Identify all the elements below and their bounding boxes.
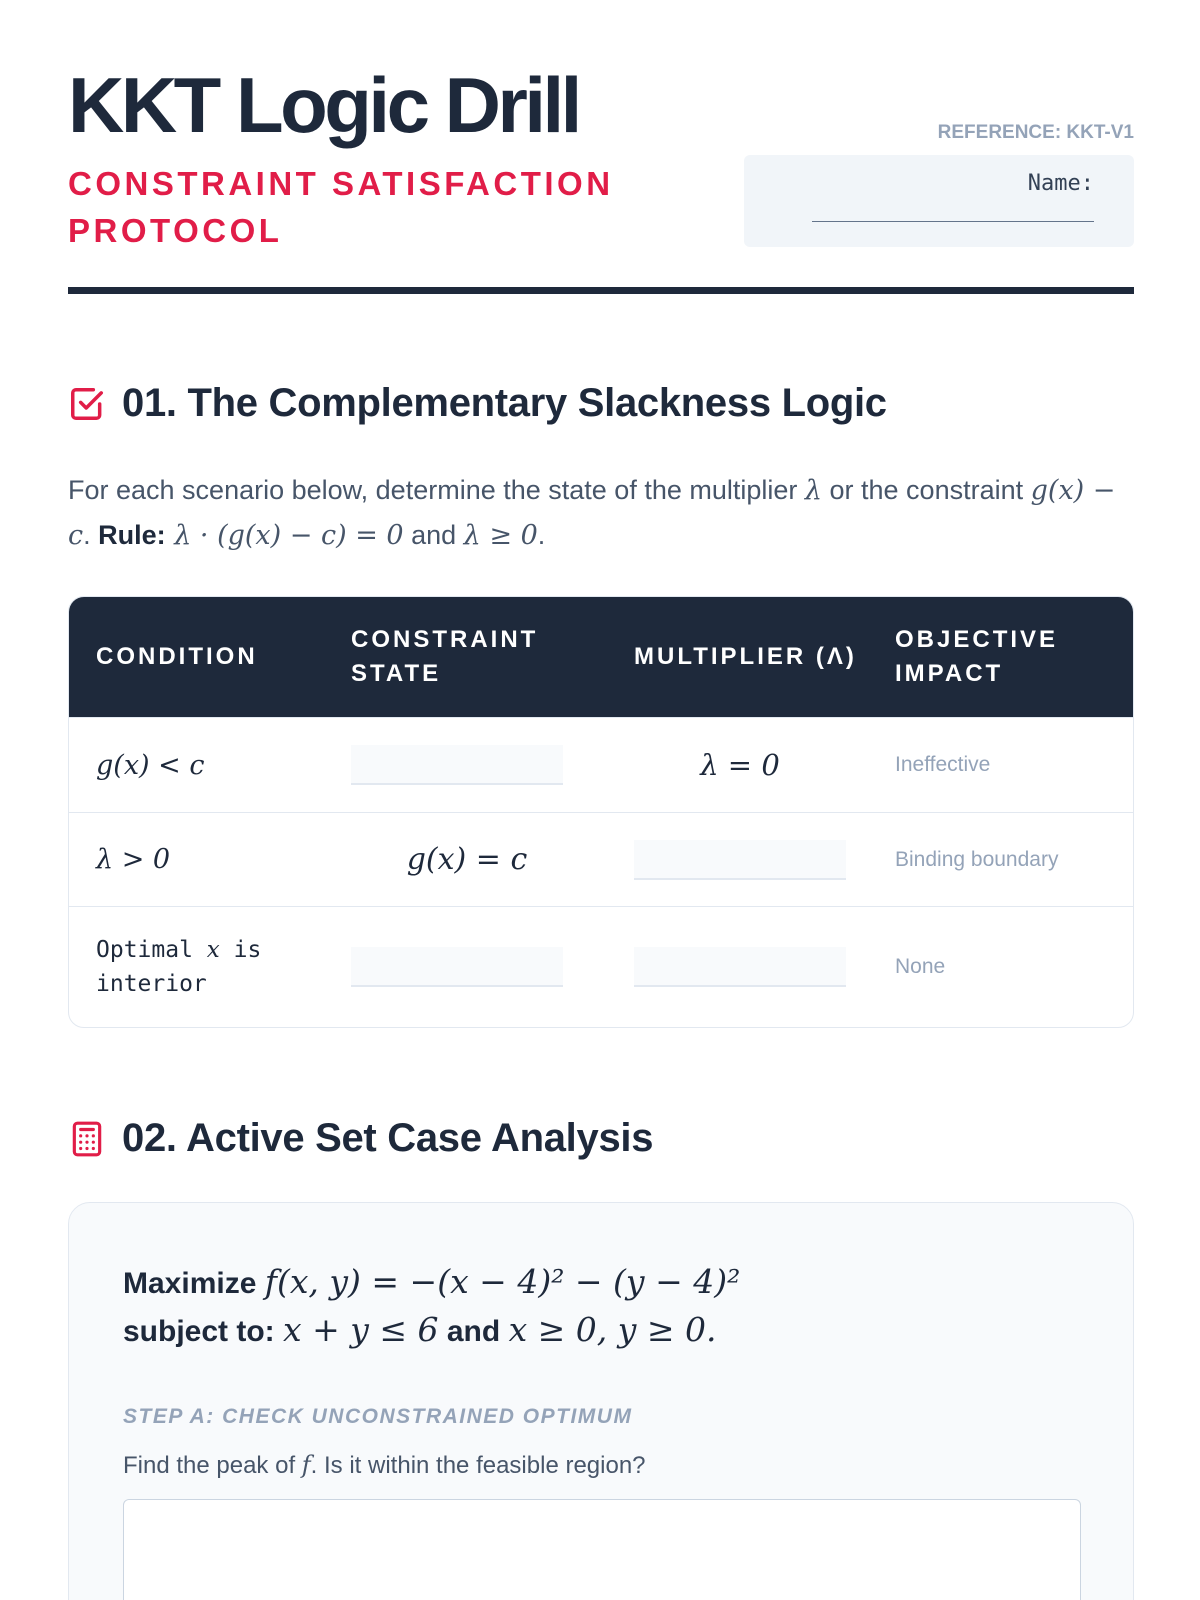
checkbox-icon — [68, 385, 106, 423]
step-a-title: STEP A: CHECK UNCONSTRAINED OPTIMUM — [123, 1405, 633, 1428]
table-row — [69, 717, 1133, 812]
section-1-intro — [68, 468, 1138, 558]
section-1-header — [68, 381, 887, 426]
problem-statement — [123, 1259, 740, 1355]
intro-constraint-expr: g(x) − c — [68, 475, 1116, 551]
step-a-question: Find the peak of f. Is it within the feasible region? — [123, 1451, 646, 1479]
intro-text: and — [403, 520, 464, 550]
condition-cell: g(x) < c — [96, 749, 205, 781]
problem-line-2 — [123, 1307, 740, 1355]
section-2-title: 02. Active Set Case Analysis — [122, 1116, 654, 1160]
intro-rule-expr-2: λ ≥ 0 — [463, 520, 538, 551]
intro-lambda: λ — [804, 475, 823, 506]
header-constraint-state: CONSTRAINT STATE — [351, 626, 539, 687]
slackness-table — [68, 596, 1134, 1028]
reference-code: REFERENCE: KKT-V1 — [937, 122, 1134, 143]
nonnegativity-expr: x ≥ 0, y ≥ 0. — [508, 1310, 717, 1349]
constraint-state-input[interactable] — [351, 947, 563, 987]
intro-text: For each scenario below, determine the state of the multiplier — [68, 475, 805, 505]
table-row — [69, 812, 1133, 906]
header-condition: CONDITION — [96, 643, 258, 670]
calculator-icon — [68, 1120, 106, 1158]
impact-cell: Binding boundary — [895, 847, 1059, 871]
intro-text: . — [537, 520, 546, 550]
page-header — [68, 60, 1134, 294]
intro-rule-label: Rule: — [98, 520, 166, 550]
multiplier-input[interactable] — [634, 947, 846, 987]
condition-cell: Optimal x is interior — [96, 937, 262, 997]
maximize-label: Maximize — [123, 1267, 257, 1300]
table-header — [69, 597, 1133, 717]
page-title: KKT Logic Drill — [68, 61, 579, 149]
intro-rule-expr: λ · (g(x) − c) = 0 — [165, 520, 404, 551]
constraint-state-cell: g(x) = c — [406, 842, 528, 877]
section-1-title: 01. The Complementary Slackness Logic — [122, 381, 887, 425]
constraint-state-input[interactable] — [351, 745, 563, 785]
case-analysis-card — [68, 1202, 1134, 1600]
subject-label: subject to: — [123, 1315, 275, 1348]
and-label: and — [446, 1315, 501, 1348]
step-a-answer-box[interactable] — [123, 1499, 1081, 1600]
constraint-expr: x + y ≤ 6 — [283, 1310, 439, 1349]
problem-line-1 — [123, 1259, 740, 1307]
impact-cell: Ineffective — [895, 753, 991, 776]
header-divider — [68, 287, 1134, 294]
objective-expr: f(x, y) = −(x − 4)² − (y − 4)² — [264, 1262, 741, 1301]
header-objective-impact: OBJECTIVE IMPACT — [895, 626, 1059, 687]
multiplier-cell: λ = 0 — [700, 748, 780, 782]
intro-text: . — [83, 520, 99, 550]
intro-text: or the constraint — [822, 475, 1031, 505]
table-row — [69, 906, 1133, 1027]
impact-cell: None — [895, 955, 946, 978]
multiplier-input[interactable] — [634, 840, 846, 880]
section-2-header — [68, 1116, 653, 1161]
page-subtitle: CONSTRAINT SATISFACTION PROTOCOL — [68, 165, 614, 249]
header-multiplier: MULTIPLIER (Λ) — [634, 643, 857, 670]
name-label: Name: — [1027, 171, 1094, 196]
name-input-line[interactable] — [812, 221, 1094, 222]
condition-cell: λ > 0 — [96, 844, 171, 875]
name-field-box — [744, 155, 1134, 247]
